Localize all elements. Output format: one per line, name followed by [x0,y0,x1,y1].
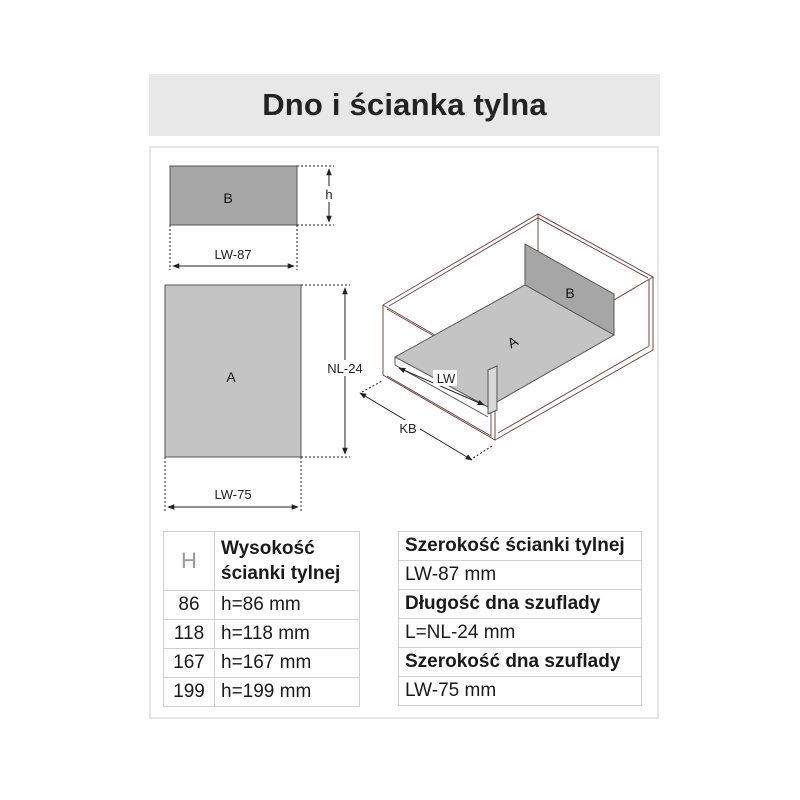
iso-kb-label: KB [399,421,417,436]
panel-a-drawing [165,285,364,512]
value-bottom-width: LW-75 mm [399,677,642,706]
label-bottom-length: Długość dna szuflady [399,590,642,619]
cell-value: h=199 mm [215,678,360,707]
cell-h: 167 [164,649,215,678]
table-row [399,619,642,648]
panel-a-label: A [226,369,236,385]
dim-lw75-label: LW-75 [214,487,252,502]
table-row [164,678,360,707]
table-row [164,591,360,620]
table-row [399,590,642,619]
panel-b-rect [170,166,297,225]
dim-nl24-label: NL-24 [327,361,363,376]
table-header-row [164,532,360,591]
panel-b-label: B [223,190,233,206]
label-bottom-width: Szerokość dna szuflady [399,648,642,677]
value-bottom-length: L=NL-24 mm [399,619,642,648]
column-header-height [215,532,360,591]
dim-lw87-label: LW-87 [214,247,252,262]
label-back-wall-width: Szerokość ścianki tylnej [399,532,642,561]
dimensions-table [398,531,642,706]
table-row [399,532,642,561]
cell-value: h=86 mm [215,591,360,620]
table-row [399,648,642,677]
back-wall-height-table [163,531,360,707]
panel-b-drawing [170,166,336,270]
column-header-h: H [164,532,215,591]
cell-value: h=118 mm [215,620,360,649]
table-row [399,561,642,590]
cell-h: 199 [164,678,215,707]
table-row [399,677,642,706]
header-line-2: ścianki tylnej [221,563,341,584]
iso-lw-label: LW [436,371,456,386]
dim-h-label: h [325,187,333,202]
iso-b-label: B [565,285,575,301]
header-line-1: Wysokość [221,538,315,559]
cell-h: 86 [164,591,215,620]
table-row [164,620,360,649]
table-row [164,649,360,678]
isometric-drawer-drawing [360,214,653,460]
page-title: Dno i ścianka tylna [262,87,547,122]
cell-h: 118 [164,620,215,649]
value-back-wall-width: LW-87 mm [399,561,642,590]
iso-a-label: A [504,332,521,352]
cell-value: h=167 mm [215,649,360,678]
